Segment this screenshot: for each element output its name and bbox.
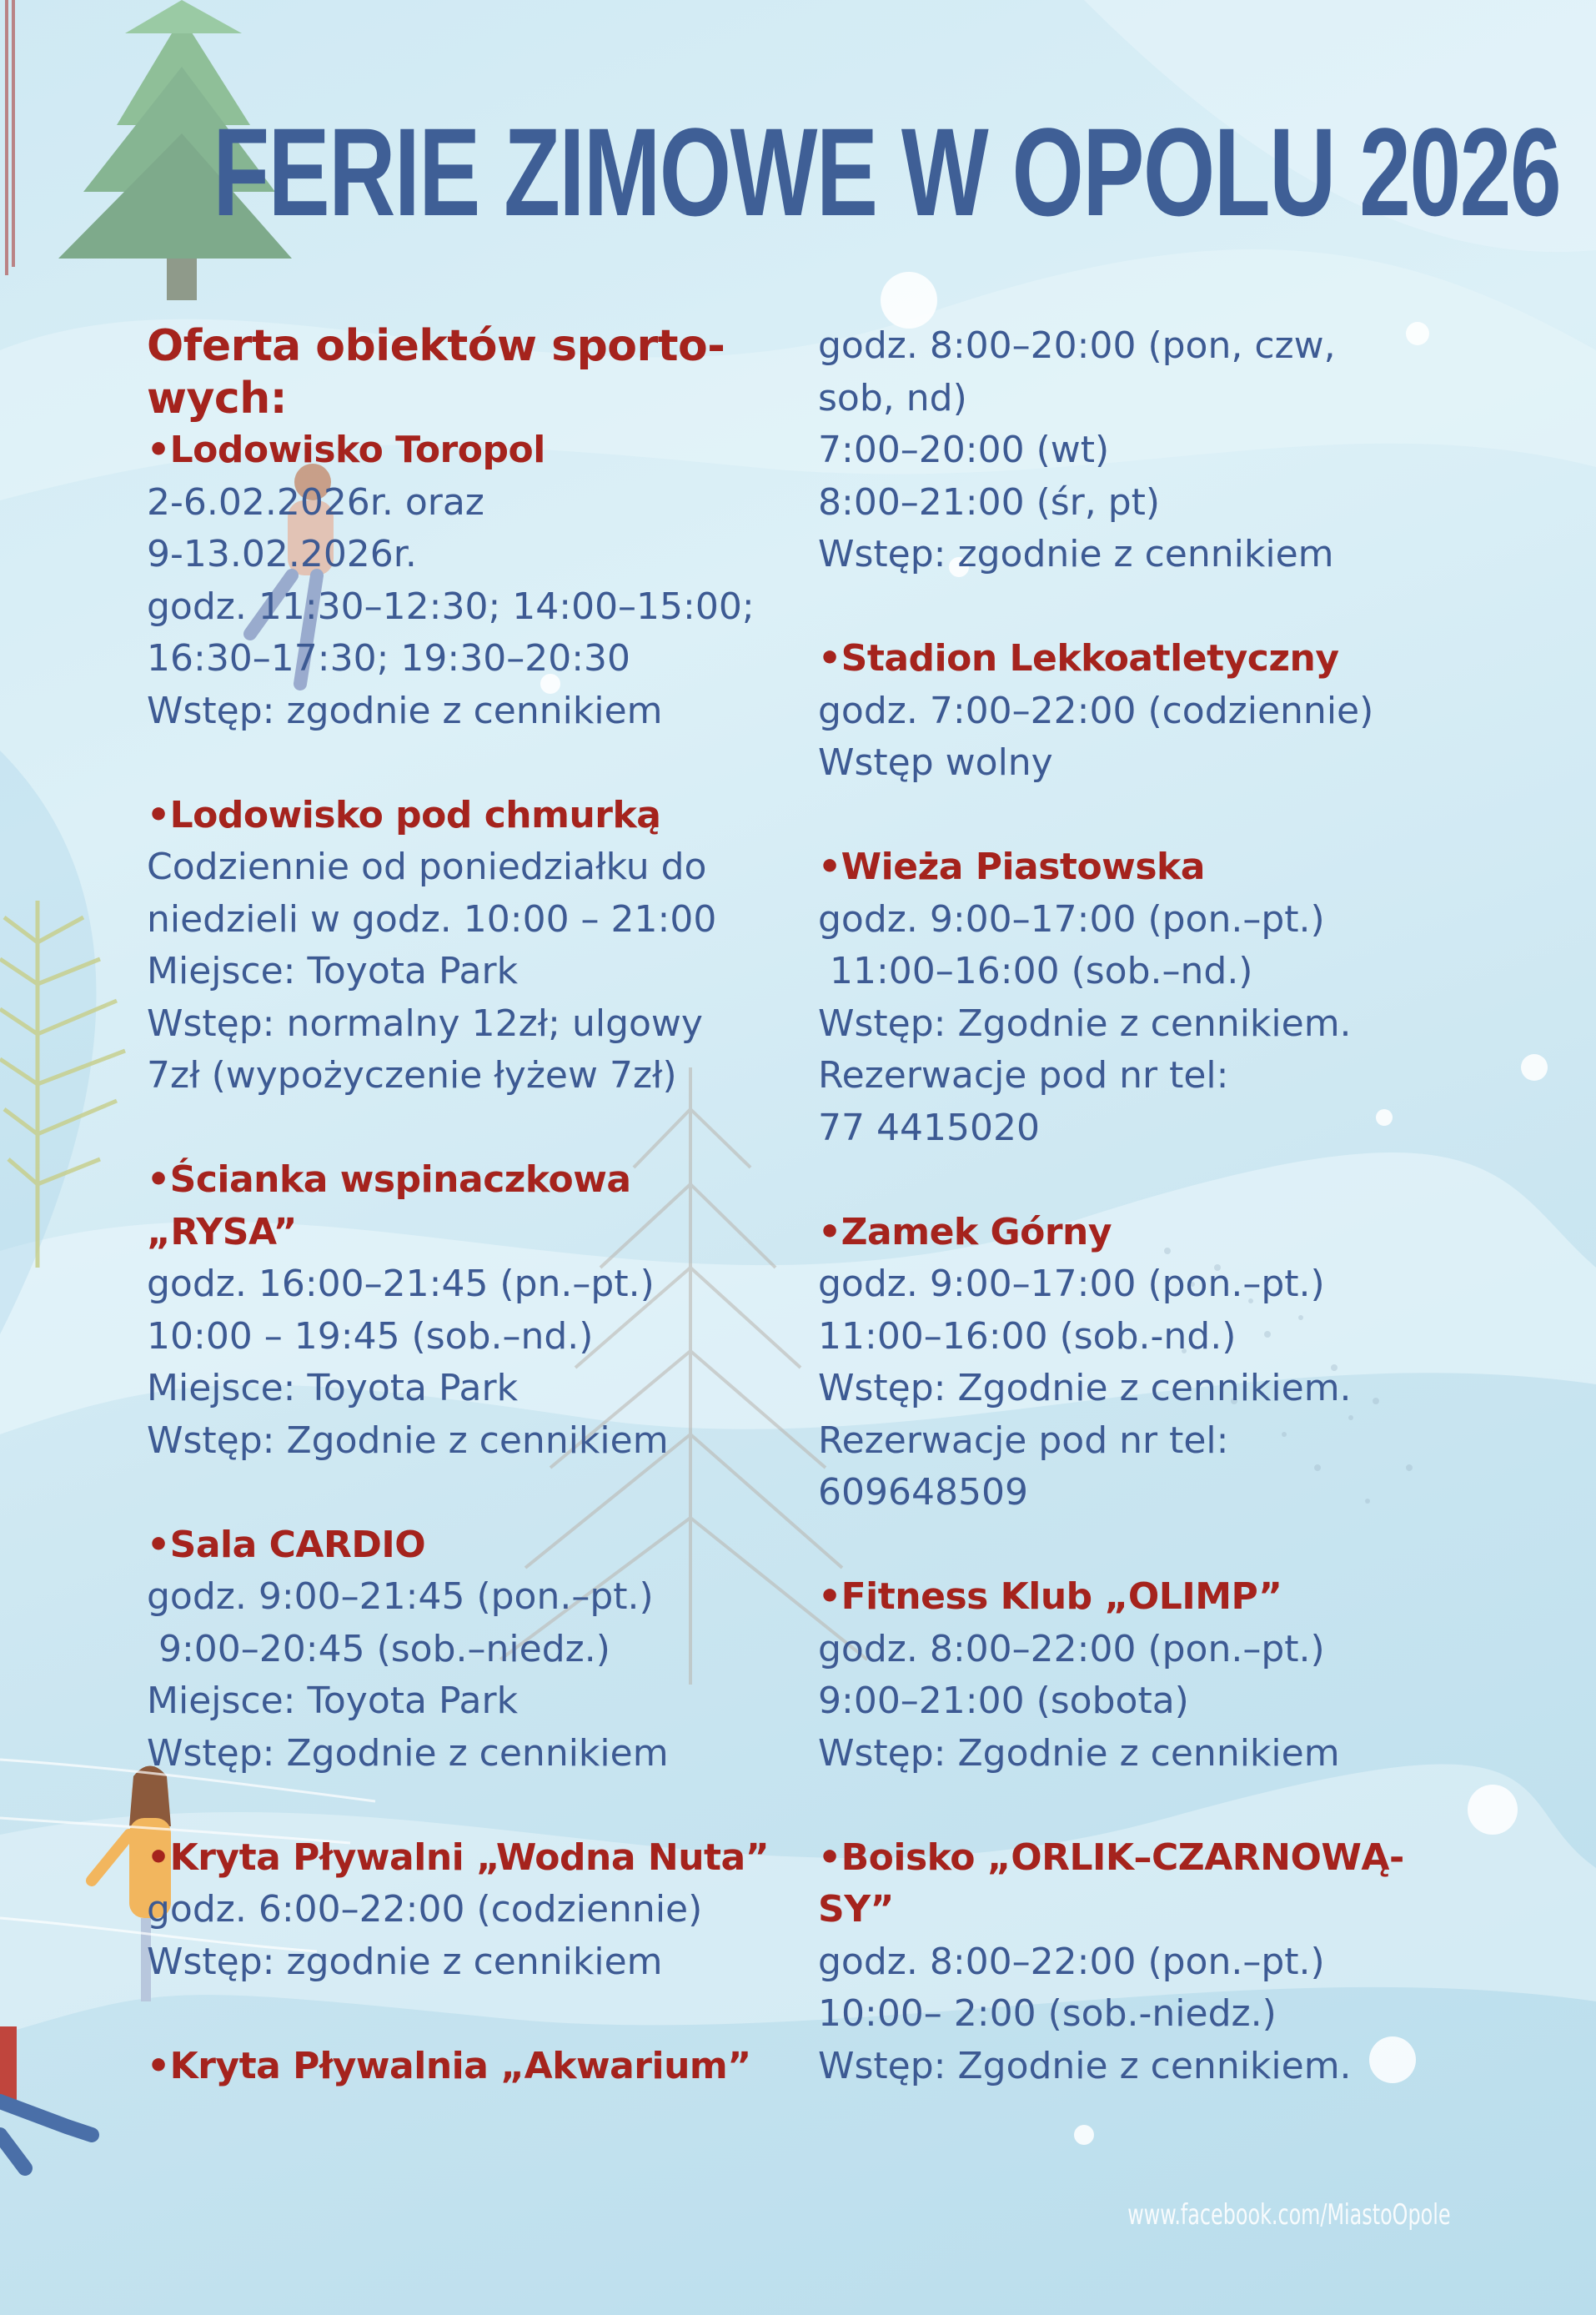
- venue-heading-wieza: •Wieża Piastowska: [818, 846, 1205, 888]
- venue-line: godz. 9:00–21:45 (pon.–pt.): [147, 1575, 654, 1618]
- venue-line: Wstęp: Zgodnie z cennikiem: [147, 1731, 669, 1775]
- venue-line: Wstęp: Zgodnie z cennikiem.: [818, 2044, 1352, 2087]
- venue-heading-rysa: •Ścianka wspinaczkowa: [147, 1158, 631, 1201]
- venue-heading-orlik: •Boisko „ORLIK–CZARNOWĄ-: [818, 1835, 1404, 1879]
- venue-line: 8:00–21:00 (śr, pt): [818, 480, 1161, 524]
- venue-line: Wstęp: Zgodnie z cennikiem: [147, 1419, 669, 1462]
- venue-line: Wstęp: zgodnie z cennikiem: [818, 533, 1334, 575]
- venue-line: Miejsce: Toyota Park: [147, 950, 519, 992]
- venue-line: Wstęp: zgodnie z cennikiem: [147, 1940, 663, 1983]
- venue-line: 7zł (wypożyczenie łyżew 7zł): [147, 1054, 677, 1097]
- venue-heading-chmurka: •Lodowisko pod chmurką: [147, 793, 661, 836]
- venue-line: 9-13.02.2026r.: [147, 533, 417, 575]
- venue-line: Rezerwacje pod nr tel:: [818, 1054, 1229, 1097]
- venue-heading-wodna-nuta: •Kryta Pływalni „Wodna Nuta”: [147, 1835, 770, 1879]
- phone-number: 609648509: [818, 1471, 1028, 1514]
- venue-heading-stadion: •Stadion Lekkoatletyczny: [818, 637, 1339, 680]
- venue-line: 7:00–20:00 (wt): [818, 429, 1110, 471]
- page-title: FERIE ZIMOWE W OPOLU 2026: [213, 102, 1561, 242]
- venue-line: sob, nd): [818, 376, 967, 419]
- boy-skater-icon: [0, 2026, 92, 2168]
- venue-line: godz. 11:30–12:30; 14:00–15:00;: [147, 585, 755, 628]
- venue-line: godz. 16:00–21:45 (pn.–pt.): [147, 1263, 655, 1305]
- venue-line: godz. 8:00–20:00 (pon, czw,: [818, 324, 1336, 367]
- venue-line: Miejsce: Toyota Park: [147, 1367, 519, 1409]
- venue-line: Wstęp: Zgodnie z cennikiem.: [818, 1367, 1352, 1409]
- venue-line: godz. 9:00–17:00 (pon.–pt.): [818, 897, 1325, 941]
- venue-line: 10:00– 2:00 (sob.-niedz.): [818, 1992, 1277, 2035]
- venue-line: godz. 7:00–22:00 (codziennie): [818, 689, 1374, 732]
- venue-line: godz. 8:00–22:00 (pon.–pt.): [818, 1940, 1325, 1983]
- rope-decoration: [7, 0, 13, 275]
- facebook-link[interactable]: www.facebook.com/MiastoOpole: [1127, 2198, 1451, 2232]
- venue-line: Wstęp wolny: [818, 741, 1053, 784]
- venue-line: Rezerwacje pod nr tel:: [818, 1419, 1229, 1462]
- phone-number: 77 4415020: [818, 1106, 1040, 1149]
- venue-line: 9:00–20:45 (sob.–niedz.): [147, 1627, 610, 1670]
- venue-line: 10:00 – 19:45 (sob.–nd.): [147, 1314, 594, 1358]
- intro-heading: wych:: [147, 373, 288, 424]
- venue-heading-cardio: •Sala CARDIO: [147, 1523, 426, 1566]
- venue-line: Codziennie od poniedziałku do: [147, 846, 707, 888]
- venue-line: godz. 9:00–17:00 (pon.–pt.): [818, 1263, 1325, 1305]
- venue-line: 16:30–17:30; 19:30–20:30: [147, 637, 631, 680]
- venue-line: Wstęp: Zgodnie z cennikiem: [818, 1731, 1340, 1775]
- venue-line: godz. 8:00–22:00 (pon.–pt.): [818, 1627, 1325, 1670]
- venue-line: 11:00–16:00 (sob.–nd.): [818, 950, 1253, 992]
- venue-heading-zamek: •Zamek Górny: [818, 1210, 1112, 1253]
- venue-line: godz. 6:00–22:00 (codziennie): [147, 1888, 703, 1931]
- venue-line: Miejsce: Toyota Park: [147, 1680, 519, 1722]
- venue-heading-orlik: SY”: [818, 1888, 894, 1931]
- venue-line: Wstęp: normalny 12zł; ulgowy: [147, 1002, 703, 1045]
- intro-heading: Oferta obiektów sporto-: [147, 321, 725, 371]
- venue-heading-toropol: •Lodowisko Toropol: [147, 429, 545, 471]
- left-column: [147, 320, 814, 2092]
- right-column: [818, 320, 1485, 2092]
- venue-line: Wstęp: zgodnie z cennikiem: [147, 689, 663, 732]
- venue-line: 11:00–16:00 (sob.-nd.): [818, 1314, 1237, 1358]
- venue-heading-akwarium: •Kryta Pływalnia „Akwarium”: [147, 2044, 751, 2087]
- venue-line: Wstęp: Zgodnie z cennikiem.: [818, 1002, 1352, 1045]
- venue-line: niedzieli w godz. 10:00 – 21:00: [147, 897, 717, 941]
- venue-line: 9:00–21:00 (sobota): [818, 1680, 1189, 1722]
- venue-line: 2-6.02.2026r. oraz: [147, 480, 484, 524]
- venue-heading-olimp: •Fitness Klub „OLIMP”: [818, 1575, 1282, 1618]
- venue-heading-rysa: „RYSA”: [147, 1210, 297, 1253]
